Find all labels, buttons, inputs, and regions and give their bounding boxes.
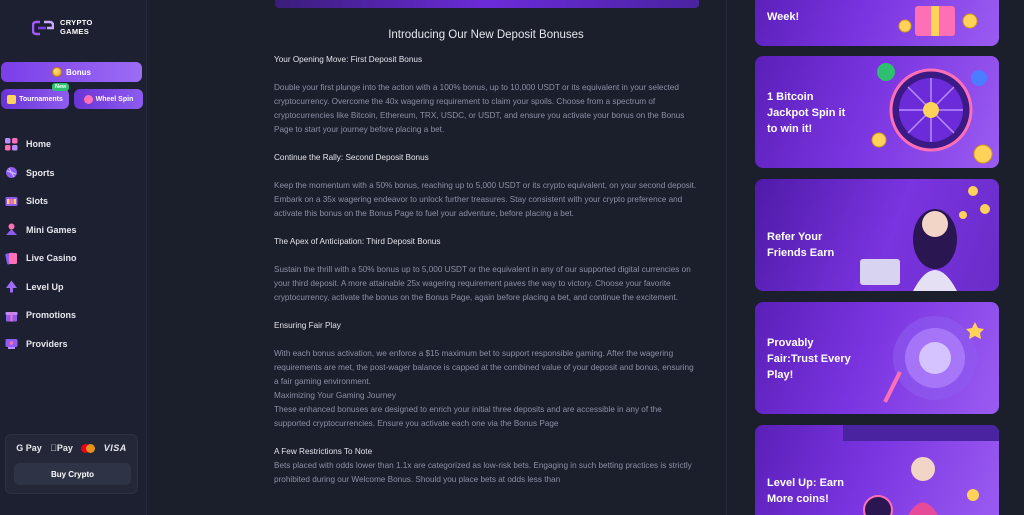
section-heading: Your Opening Move: First Deposit Bonus <box>274 55 423 64</box>
google-pay-logo: G Pay <box>16 443 42 453</box>
promo-title-line: Friends Earn <box>767 247 835 259</box>
apple-pay-logo <box>50 443 73 453</box>
article-title: Introducing Our New Deposit Bonuses <box>388 29 584 41</box>
buy-crypto-button[interactable]: Buy Crypto <box>14 463 131 485</box>
logo-icon <box>32 20 54 36</box>
sidebar-item-slots[interactable] <box>0 187 147 216</box>
sidebar-nav <box>0 130 147 358</box>
brand-name <box>60 19 93 36</box>
level-up-illustration-icon <box>843 425 999 515</box>
bonus-button-label: Bonus <box>66 67 91 77</box>
promo-card-title <box>767 89 845 137</box>
promo-title-line: Refer Your <box>767 231 823 243</box>
promo-title-line: Level Up: Earn <box>767 477 845 489</box>
sidebar-item-label: Level Up <box>26 281 64 292</box>
promo-title-line: More coins! <box>767 493 829 505</box>
sidebar-item-providers[interactable] <box>0 330 147 359</box>
promo-card-refer-friends[interactable] <box>755 179 999 291</box>
promo-card-title: Week! <box>767 11 800 23</box>
sidebar <box>0 0 147 515</box>
promo-card-title <box>767 229 834 261</box>
brand-logo[interactable] <box>32 19 93 36</box>
sidebar-item-label: Slots <box>26 196 49 207</box>
promo-card-level-up[interactable] <box>755 425 999 515</box>
live-casino-icon <box>5 252 18 265</box>
promo-card-title <box>767 335 851 383</box>
new-badge: New <box>52 83 69 91</box>
section-body: With each bonus activation, we enforce a $15 maximum bet to support responsible gaming. After the wagering requirements are met, the post-wager balance is capped at the combined value of your deposit and bonus, ensuring a fair gaming environment. <box>274 349 694 386</box>
section-body: These enhanced bonuses are designed to enrich your initial three deposits and are accessible in any of the supported cryptocurrencies. Ensure you activate each one via the Bonus Page <box>274 405 662 428</box>
sidebar-item-label: Home <box>26 139 52 150</box>
section-heading: Continue the Rally: Second Deposit Bonus <box>274 153 429 162</box>
visa-logo: VISA <box>102 443 126 453</box>
section-heading: Ensuring Fair Play <box>274 321 341 330</box>
level-up-icon <box>5 280 18 293</box>
section-body: Bets placed with odds lower than 1.1x are categorized as low-risk bets. Engaging in such betting practices is strictly prohibited during our Welcome Bonus. Should you place bets at odds less than <box>274 461 692 484</box>
jackpot-wheel-icon <box>865 56 999 168</box>
section-body: Double your first plunge into the action with a 100% bonus, up to 10,000 USDT or its equivalent in your selected cryptocurrency. Overcome the 40x wagering requirement to claim your spoils. Choose from a spectrum of cryptocurrencies like Bitcoin, Ethereum, TRX, USDC, or USDT, and ensure you activate your bonus on the Bonus Page to start your journey before placing a bet. <box>274 83 685 134</box>
tournaments-button[interactable] <box>1 89 69 109</box>
trophy-icon <box>7 95 16 104</box>
referral-illustration-icon <box>855 179 999 291</box>
sidebar-item-level-up[interactable] <box>0 273 147 302</box>
tournaments-label: Tournaments <box>19 95 63 103</box>
promo-title-line: Play! <box>767 369 794 381</box>
sidebar-item-label: Live Casino <box>26 253 77 264</box>
slots-icon <box>5 195 18 208</box>
sidebar-item-label: Promotions <box>26 310 77 321</box>
promo-title-line: Provably <box>767 337 814 349</box>
sidebar-item-live-casino[interactable] <box>0 244 147 273</box>
promo-title-line: to win it! <box>767 123 813 135</box>
promotions-icon <box>5 309 18 322</box>
brand-name-line2: GAMES <box>60 26 90 36</box>
sidebar-item-mini-games[interactable] <box>0 216 147 245</box>
bonus-button[interactable] <box>1 62 142 82</box>
section-heading: The Apex of Anticipation: Third Deposit Bonus <box>274 237 441 246</box>
section-body: Keep the momentum with a 50% bonus, reaching up to 5,000 USDT or its crypto equivalent, on your second deposit. Embark on a 35x wagering endeavor to unlock further treasures. Stay consistent with your crypto preference and activate this bonus on the Bonus Page to fuel your adventure, before placing a bet. <box>274 181 697 218</box>
sidebar-item-sports[interactable] <box>0 159 147 188</box>
promo-card-title <box>767 475 844 507</box>
promo-title-line: 1 Bitcoin <box>767 91 814 103</box>
providers-icon <box>5 337 18 350</box>
sidebar-item-label: Providers <box>26 338 68 349</box>
sidebar-item-label: Sports <box>26 167 55 178</box>
section-body: Sustain the thrill with a 50% bonus up to 5,000 USDT or the equivalent in any of our supported digital currencies on your third deposit. A more attainable 25x wagering requirement paves the way to victory. Choose your favorite cryptocurrency, activate the bonus on the Bonus Page, again before placing a bet, and continue the excitement. <box>274 265 691 302</box>
payment-logos <box>6 435 137 453</box>
mini-games-icon <box>5 223 18 236</box>
brand-name-line1: CRYPTO <box>60 18 93 27</box>
promo-title-line: Jackpot Spin it <box>767 107 846 119</box>
home-icon <box>5 138 18 151</box>
wheel-spin-button[interactable] <box>74 89 143 109</box>
section-heading: A Few Restrictions To Note <box>274 447 373 456</box>
apple-pay-label: Pay <box>52 443 69 453</box>
wheel-spin-label: Wheel Spin <box>95 95 134 103</box>
sports-icon <box>5 166 18 179</box>
sidebar-item-promotions[interactable] <box>0 301 147 330</box>
coin-icon <box>52 67 62 77</box>
wheel-icon <box>84 95 93 104</box>
promo-card-week[interactable] <box>755 0 999 46</box>
payment-box <box>5 434 138 494</box>
mastercard-logo <box>81 444 95 453</box>
apple-icon <box>50 443 57 453</box>
sidebar-item-home[interactable] <box>0 130 147 159</box>
fair-play-illustration-icon <box>855 302 999 414</box>
main-content <box>147 0 727 515</box>
promo-card-provably-fair[interactable] <box>755 302 999 414</box>
sidebar-item-label: Mini Games <box>26 224 77 235</box>
article <box>274 28 698 501</box>
promo-card-bitcoin-jackpot[interactable] <box>755 56 999 168</box>
section-subheading: Maximizing Your Gaming Journey <box>274 391 396 400</box>
gift-illustration-icon <box>885 0 995 44</box>
hero-banner <box>275 0 699 8</box>
promo-title-line: Fair:Trust Every <box>767 353 851 365</box>
